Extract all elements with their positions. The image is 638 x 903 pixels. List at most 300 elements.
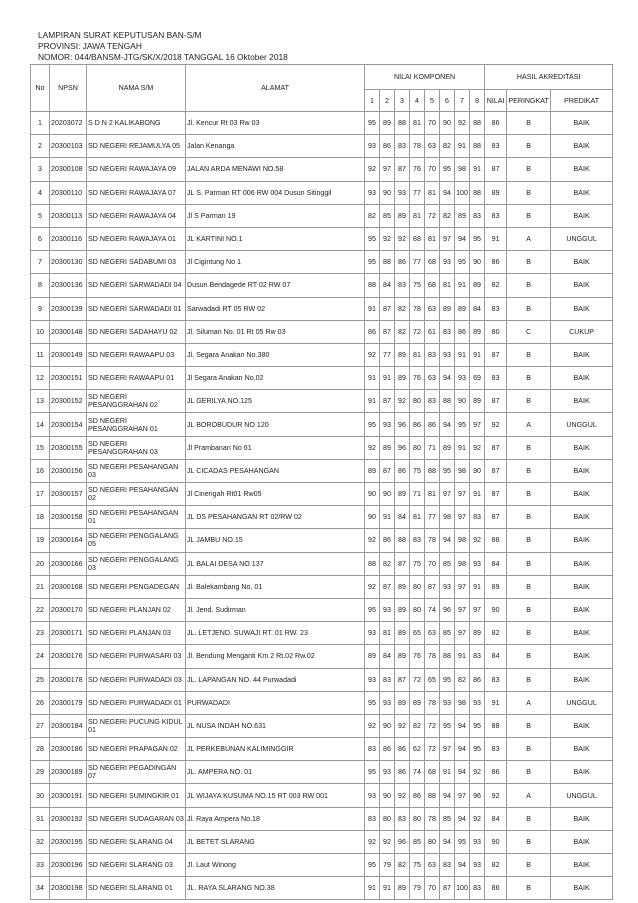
row-komponen-8: 95 — [470, 714, 485, 737]
row-peringkat: A — [507, 413, 551, 436]
row-npsn: 20300191 — [50, 784, 87, 807]
row-npsn: 20300151 — [50, 367, 87, 390]
row-peringkat: B — [507, 552, 551, 575]
row-alamat: JL GERILYA NO.125 — [186, 390, 365, 413]
row-nilai: 87 — [485, 436, 507, 459]
row-komponen-6: 94 — [440, 784, 455, 807]
row-alamat: JL WIJAYA KUSUMA NO.15 RT 003 RW 001 — [186, 784, 365, 807]
row-komponen-1: 91 — [365, 297, 380, 320]
row-nilai: 80 — [485, 320, 507, 343]
row-komponen-8: 90 — [470, 459, 485, 482]
table-row — [31, 784, 613, 807]
row-komponen-1: 95 — [365, 691, 380, 714]
row-komponen-1: 92 — [365, 343, 380, 366]
row-peringkat: B — [507, 367, 551, 390]
row-komponen-3: 86 — [395, 251, 410, 274]
row-predikat: BAIK — [551, 274, 613, 297]
row-komponen-4: 82 — [410, 714, 425, 737]
table-row — [31, 251, 613, 274]
row-alamat: Jl. Kencur Rt 03 Rw 03 — [186, 112, 365, 135]
row-komponen-5: 74 — [425, 598, 440, 621]
row-predikat: BAIK — [551, 297, 613, 320]
row-peringkat: B — [507, 575, 551, 598]
row-npsn: 20300178 — [50, 668, 87, 691]
table-row — [31, 552, 613, 575]
row-komponen-4: 86 — [410, 784, 425, 807]
row-nilai: 87 — [485, 343, 507, 366]
row-nama: SD NEGERI SUMINGKIR 01 — [87, 784, 186, 807]
row-komponen-7: 89 — [455, 297, 470, 320]
row-no: 17 — [31, 483, 50, 506]
row-nama: SD NEGERI PESANGGRAHAN 02 — [87, 390, 186, 413]
row-komponen-1: 92 — [365, 529, 380, 552]
row-komponen-6: 94 — [440, 830, 455, 853]
row-komponen-7: 91 — [455, 135, 470, 158]
row-komponen-2: 86 — [380, 738, 395, 761]
row-nilai: 89 — [485, 181, 507, 204]
row-komponen-7: 98 — [455, 691, 470, 714]
row-komponen-1: 90 — [365, 483, 380, 506]
row-nama: SD NEGERI PENGGALANG 05 — [87, 529, 186, 552]
row-npsn: 20300170 — [50, 598, 87, 621]
row-komponen-1: 86 — [365, 320, 380, 343]
table-row — [31, 227, 613, 250]
row-nama: SD NEGERI PENGGALANG 03 — [87, 552, 186, 575]
row-komponen-1: 89 — [365, 645, 380, 668]
row-komponen-1: 93 — [365, 668, 380, 691]
row-komponen-7: 94 — [455, 227, 470, 250]
row-komponen-6: 98 — [440, 506, 455, 529]
header-predikat: PREDIKAT — [551, 90, 613, 112]
row-komponen-4: 88 — [410, 227, 425, 250]
row-nama: SD NEGERI PESANGGRAHAN 01 — [87, 413, 186, 436]
row-npsn: 20300195 — [50, 830, 87, 853]
row-npsn: 20300186 — [50, 738, 87, 761]
row-komponen-4: 77 — [410, 181, 425, 204]
row-alamat: Jl Cigintung No 1 — [186, 251, 365, 274]
row-predikat: BAIK — [551, 529, 613, 552]
row-komponen-4: 81 — [410, 112, 425, 135]
row-komponen-5: 63 — [425, 622, 440, 645]
row-npsn: 20300164 — [50, 529, 87, 552]
row-npsn: 20300192 — [50, 807, 87, 830]
row-komponen-3: 89 — [395, 367, 410, 390]
row-npsn: 20300130 — [50, 251, 87, 274]
row-komponen-2: 88 — [380, 251, 395, 274]
row-komponen-8: 90 — [470, 251, 485, 274]
row-no: 20 — [31, 552, 50, 575]
row-komponen-5: 68 — [425, 761, 440, 784]
row-komponen-2: 93 — [380, 691, 395, 714]
row-peringkat: B — [507, 483, 551, 506]
row-nilai: 88 — [485, 529, 507, 552]
row-komponen-8: 88 — [470, 112, 485, 135]
row-komponen-4: 89 — [410, 691, 425, 714]
row-komponen-4: 85 — [410, 830, 425, 853]
row-komponen-5: 78 — [425, 691, 440, 714]
row-komponen-3: 96 — [395, 413, 410, 436]
row-alamat: JL. LAPANGAN NO. 44 Purwadadi — [186, 668, 365, 691]
row-komponen-4: 79 — [410, 877, 425, 900]
row-komponen-4: 81 — [410, 343, 425, 366]
row-nama: SD NEGERI SARWADADI 04 — [87, 274, 186, 297]
row-nilai: 87 — [485, 390, 507, 413]
row-alamat: JL BETET SLARANG — [186, 830, 365, 853]
row-komponen-5: 88 — [425, 784, 440, 807]
row-komponen-1: 82 — [365, 204, 380, 227]
row-peringkat: B — [507, 506, 551, 529]
row-komponen-4: 65 — [410, 622, 425, 645]
row-nilai: 87 — [485, 158, 507, 181]
row-komponen-7: 97 — [455, 622, 470, 645]
row-no: 24 — [31, 645, 50, 668]
row-komponen-6: 85 — [440, 552, 455, 575]
table-row — [31, 854, 613, 877]
row-komponen-3: 89 — [395, 343, 410, 366]
row-peringkat: B — [507, 714, 551, 737]
header-komponen-5: 5 — [425, 90, 440, 112]
header-line-3: NOMOR: 044/BANSM-JTG/SK/X/2018 TANGGAL 16 Oktober 2018 — [38, 52, 288, 62]
row-nilai: 91 — [485, 691, 507, 714]
row-nilai: 86 — [485, 761, 507, 784]
row-no: 13 — [31, 390, 50, 413]
row-komponen-1: 88 — [365, 552, 380, 575]
row-alamat: JALAN ARDA MENAWI NO.58 — [186, 158, 365, 181]
row-no: 23 — [31, 622, 50, 645]
row-predikat: BAIK — [551, 343, 613, 366]
header-nilai: NILAI — [485, 90, 507, 112]
row-nama: SD NEGERI RAWAAPU 03 — [87, 343, 186, 366]
row-komponen-2: 90 — [380, 483, 395, 506]
row-komponen-2: 93 — [380, 413, 395, 436]
row-nama: SD NEGERI REJAMULYA 05 — [87, 135, 186, 158]
row-komponen-7: 94 — [455, 854, 470, 877]
header-komponen-1: 1 — [365, 90, 380, 112]
row-alamat: JL BOROBUDUR NO 120 — [186, 413, 365, 436]
row-peringkat: C — [507, 320, 551, 343]
row-nilai: 83 — [485, 738, 507, 761]
table-row — [31, 390, 613, 413]
row-no: 2 — [31, 135, 50, 158]
row-komponen-1: 91 — [365, 367, 380, 390]
row-nilai: 84 — [485, 645, 507, 668]
row-alamat: Jl. Bendung Menganti Km 2 Rt.02 Rw.02 — [186, 645, 365, 668]
row-peringkat: B — [507, 343, 551, 366]
row-alamat: JL BALAI DESA NO.137 — [186, 552, 365, 575]
row-komponen-7: 90 — [455, 390, 470, 413]
row-alamat: Jalan Kenanga — [186, 135, 365, 158]
row-peringkat: B — [507, 204, 551, 227]
row-komponen-5: 63 — [425, 297, 440, 320]
row-komponen-4: 80 — [410, 436, 425, 459]
row-predikat: BAIK — [551, 575, 613, 598]
row-nama: SD NEGERI SADAHAYU 02 — [87, 320, 186, 343]
row-komponen-2: 91 — [380, 877, 395, 900]
row-komponen-1: 93 — [365, 622, 380, 645]
table-row — [31, 738, 613, 761]
row-predikat: UNGGUL — [551, 784, 613, 807]
row-komponen-2: 91 — [380, 367, 395, 390]
row-nilai: 90 — [485, 830, 507, 853]
row-peringkat: B — [507, 529, 551, 552]
accreditation-table — [30, 64, 613, 900]
row-komponen-6: 96 — [440, 598, 455, 621]
row-komponen-8: 93 — [470, 691, 485, 714]
row-nama: SD NEGERI PENGADEGAN — [87, 575, 186, 598]
table-row — [31, 158, 613, 181]
row-komponen-1: 83 — [365, 738, 380, 761]
row-komponen-8: 89 — [470, 320, 485, 343]
row-komponen-1: 95 — [365, 413, 380, 436]
row-nama: SD NEGERI RAWAAPU 01 — [87, 367, 186, 390]
row-peringkat: B — [507, 738, 551, 761]
row-komponen-6: 93 — [440, 691, 455, 714]
row-predikat: BAIK — [551, 459, 613, 482]
row-komponen-7: 98 — [455, 529, 470, 552]
row-peringkat: B — [507, 436, 551, 459]
header-line-1: LAMPIRAN SURAT KEPUTUSAN BAN-S/M — [38, 30, 202, 40]
table-row — [31, 830, 613, 853]
row-nama: SD NEGERI SLARANG 03 — [87, 854, 186, 877]
row-nama: SD NEGERI PESAHANGAN 03 — [87, 459, 186, 482]
row-alamat: PURWADADI — [186, 691, 365, 714]
row-komponen-7: 94 — [455, 807, 470, 830]
row-npsn: 20300171 — [50, 622, 87, 645]
header-alamat: ALAMAT — [186, 65, 365, 112]
row-alamat: Jl. Segara Anakan No.380 — [186, 343, 365, 366]
row-nama: S D N 2 KALIKABONG — [87, 112, 186, 135]
header-komponen-2: 2 — [380, 90, 395, 112]
table-row — [31, 645, 613, 668]
row-npsn: 20300168 — [50, 575, 87, 598]
row-npsn: 20300154 — [50, 413, 87, 436]
row-alamat: JL. AMPERA NO. 01 — [186, 761, 365, 784]
row-predikat: BAIK — [551, 390, 613, 413]
row-komponen-5: 78 — [425, 529, 440, 552]
row-no: 31 — [31, 807, 50, 830]
row-alamat: Sarwadadi RT 05 RW 02 — [186, 297, 365, 320]
row-komponen-4: 72 — [410, 668, 425, 691]
row-komponen-7: 100 — [455, 877, 470, 900]
row-nama: SD NEGERI SLARANG 04 — [87, 830, 186, 853]
row-komponen-4: 71 — [410, 483, 425, 506]
row-komponen-5: 78 — [425, 807, 440, 830]
row-komponen-2: 83 — [380, 668, 395, 691]
row-komponen-1: 93 — [365, 784, 380, 807]
row-komponen-6: 95 — [440, 714, 455, 737]
row-komponen-3: 82 — [395, 320, 410, 343]
row-komponen-7: 95 — [455, 413, 470, 436]
row-komponen-4: 83 — [410, 529, 425, 552]
row-peringkat: B — [507, 877, 551, 900]
row-alamat: JL. LETJEND. SUWAJI RT. 01 RW. 23 — [186, 622, 365, 645]
row-komponen-1: 91 — [365, 877, 380, 900]
row-npsn: 20300176 — [50, 645, 87, 668]
row-komponen-2: 93 — [380, 598, 395, 621]
row-komponen-3: 86 — [395, 459, 410, 482]
row-nilai: 91 — [485, 227, 507, 250]
row-komponen-5: 78 — [425, 645, 440, 668]
row-komponen-3: 89 — [395, 691, 410, 714]
row-nama: SD NEGERI RAWAJAYA 09 — [87, 158, 186, 181]
row-komponen-6: 94 — [440, 529, 455, 552]
row-komponen-1: 91 — [365, 390, 380, 413]
row-komponen-3: 89 — [395, 645, 410, 668]
row-predikat: BAIK — [551, 807, 613, 830]
row-komponen-1: 93 — [365, 181, 380, 204]
document-header — [38, 30, 288, 63]
table-row — [31, 483, 613, 506]
row-no: 15 — [31, 436, 50, 459]
row-predikat: BAIK — [551, 251, 613, 274]
row-komponen-3: 89 — [395, 483, 410, 506]
row-komponen-3: 84 — [395, 506, 410, 529]
row-komponen-8: 84 — [470, 297, 485, 320]
row-predikat: CUKUP — [551, 320, 613, 343]
row-peringkat: B — [507, 622, 551, 645]
row-npsn: 20300103 — [50, 135, 87, 158]
row-nama: SD NEGERI PURWASARI 03 — [87, 645, 186, 668]
row-komponen-3: 87 — [395, 158, 410, 181]
row-komponen-5: 61 — [425, 320, 440, 343]
row-alamat: JL DS PESAHANGAN RT 02/RW 02 — [186, 506, 365, 529]
row-komponen-2: 84 — [380, 274, 395, 297]
row-peringkat: B — [507, 297, 551, 320]
row-npsn: 20203072 — [50, 112, 87, 135]
row-nama: SD NEGERI PUCUNG KIDUL 01 — [87, 714, 186, 737]
row-no: 21 — [31, 575, 50, 598]
row-komponen-4: 77 — [410, 251, 425, 274]
row-npsn: 20300158 — [50, 506, 87, 529]
row-peringkat: B — [507, 274, 551, 297]
row-nama: SD NEGERI PURWADADI 01 — [87, 691, 186, 714]
row-komponen-8: 91 — [470, 158, 485, 181]
row-komponen-8: 95 — [470, 227, 485, 250]
row-komponen-3: 88 — [395, 529, 410, 552]
row-komponen-7: 82 — [455, 668, 470, 691]
row-komponen-7: 91 — [455, 645, 470, 668]
row-komponen-8: 83 — [470, 877, 485, 900]
row-komponen-7: 98 — [455, 459, 470, 482]
row-alamat: Jl. Balekambang No. 01 — [186, 575, 365, 598]
row-komponen-6: 82 — [440, 204, 455, 227]
row-komponen-7: 94 — [455, 714, 470, 737]
row-predikat: BAIK — [551, 830, 613, 853]
row-komponen-1: 95 — [365, 227, 380, 250]
row-komponen-1: 95 — [365, 251, 380, 274]
table-row — [31, 112, 613, 135]
row-komponen-6: 85 — [440, 622, 455, 645]
row-nama: SD NEGERI RAWAJAYA 01 — [87, 227, 186, 250]
row-komponen-7: 91 — [455, 436, 470, 459]
header-npsn: NPSN — [50, 65, 87, 112]
row-komponen-5: 70 — [425, 552, 440, 575]
row-peringkat: A — [507, 691, 551, 714]
row-komponen-5: 77 — [425, 506, 440, 529]
row-npsn: 20300113 — [50, 204, 87, 227]
header-komponen-8: 8 — [470, 90, 485, 112]
row-predikat: BAIK — [551, 112, 613, 135]
row-komponen-8: 92 — [470, 529, 485, 552]
row-alamat: JL JAMBU NO.15 — [186, 529, 365, 552]
row-komponen-3: 82 — [395, 854, 410, 877]
header-nama: NAMA S/M — [87, 65, 186, 112]
row-komponen-7: 95 — [455, 830, 470, 853]
row-npsn: 20300148 — [50, 320, 87, 343]
row-no: 30 — [31, 784, 50, 807]
row-npsn: 20300179 — [50, 691, 87, 714]
row-komponen-2: 97 — [380, 158, 395, 181]
row-npsn: 20300155 — [50, 436, 87, 459]
row-no: 3 — [31, 158, 50, 181]
row-komponen-8: 97 — [470, 413, 485, 436]
row-nilai: 88 — [485, 714, 507, 737]
row-nilai: 87 — [485, 483, 507, 506]
row-komponen-5: 72 — [425, 738, 440, 761]
row-komponen-2: 85 — [380, 204, 395, 227]
row-komponen-1: 89 — [365, 459, 380, 482]
row-komponen-1: 88 — [365, 274, 380, 297]
table-row — [31, 575, 613, 598]
row-komponen-2: 90 — [380, 784, 395, 807]
row-nama: SD NEGERI PESAHANGAN 02 — [87, 483, 186, 506]
table-body — [31, 112, 613, 900]
row-komponen-3: 96 — [395, 830, 410, 853]
row-komponen-6: 95 — [440, 459, 455, 482]
row-alamat: Jl S Parman 19 — [186, 204, 365, 227]
row-komponen-7: 97 — [455, 506, 470, 529]
row-nilai: 86 — [485, 251, 507, 274]
row-alamat: JL S. Parman RT 006 RW 004 Dusun Sitinggil — [186, 181, 365, 204]
row-komponen-5: 63 — [425, 367, 440, 390]
row-no: 32 — [31, 830, 50, 853]
row-komponen-2: 89 — [380, 436, 395, 459]
row-komponen-3: 86 — [395, 761, 410, 784]
row-no: 5 — [31, 204, 50, 227]
row-komponen-1: 92 — [365, 436, 380, 459]
table-row — [31, 598, 613, 621]
row-komponen-3: 92 — [395, 390, 410, 413]
row-komponen-1: 83 — [365, 807, 380, 830]
row-no: 29 — [31, 761, 50, 784]
row-komponen-3: 83 — [395, 274, 410, 297]
row-komponen-2: 77 — [380, 343, 395, 366]
row-predikat: UNGGUL — [551, 227, 613, 250]
row-komponen-8: 88 — [470, 135, 485, 158]
row-predikat: BAIK — [551, 204, 613, 227]
row-komponen-6: 83 — [440, 854, 455, 877]
row-komponen-7: 97 — [455, 598, 470, 621]
row-komponen-3: 93 — [395, 181, 410, 204]
row-komponen-6: 95 — [440, 668, 455, 691]
row-komponen-5: 80 — [425, 830, 440, 853]
row-komponen-3: 87 — [395, 668, 410, 691]
row-nama: SD NEGERI PLANJAN 03 — [87, 622, 186, 645]
row-no: 26 — [31, 691, 50, 714]
row-predikat: BAIK — [551, 714, 613, 737]
row-npsn: 20300149 — [50, 343, 87, 366]
row-komponen-6: 93 — [440, 575, 455, 598]
row-komponen-1: 92 — [365, 714, 380, 737]
row-komponen-6: 91 — [440, 761, 455, 784]
row-peringkat: B — [507, 668, 551, 691]
row-nama: SD NEGERI PESANGGRAHAN 03 — [87, 436, 186, 459]
row-komponen-4: 80 — [410, 598, 425, 621]
row-komponen-1: 95 — [365, 854, 380, 877]
row-nama: SD NEGERI SUDAGARAN 03 — [87, 807, 186, 830]
row-komponen-6: 97 — [440, 227, 455, 250]
row-no: 22 — [31, 598, 50, 621]
